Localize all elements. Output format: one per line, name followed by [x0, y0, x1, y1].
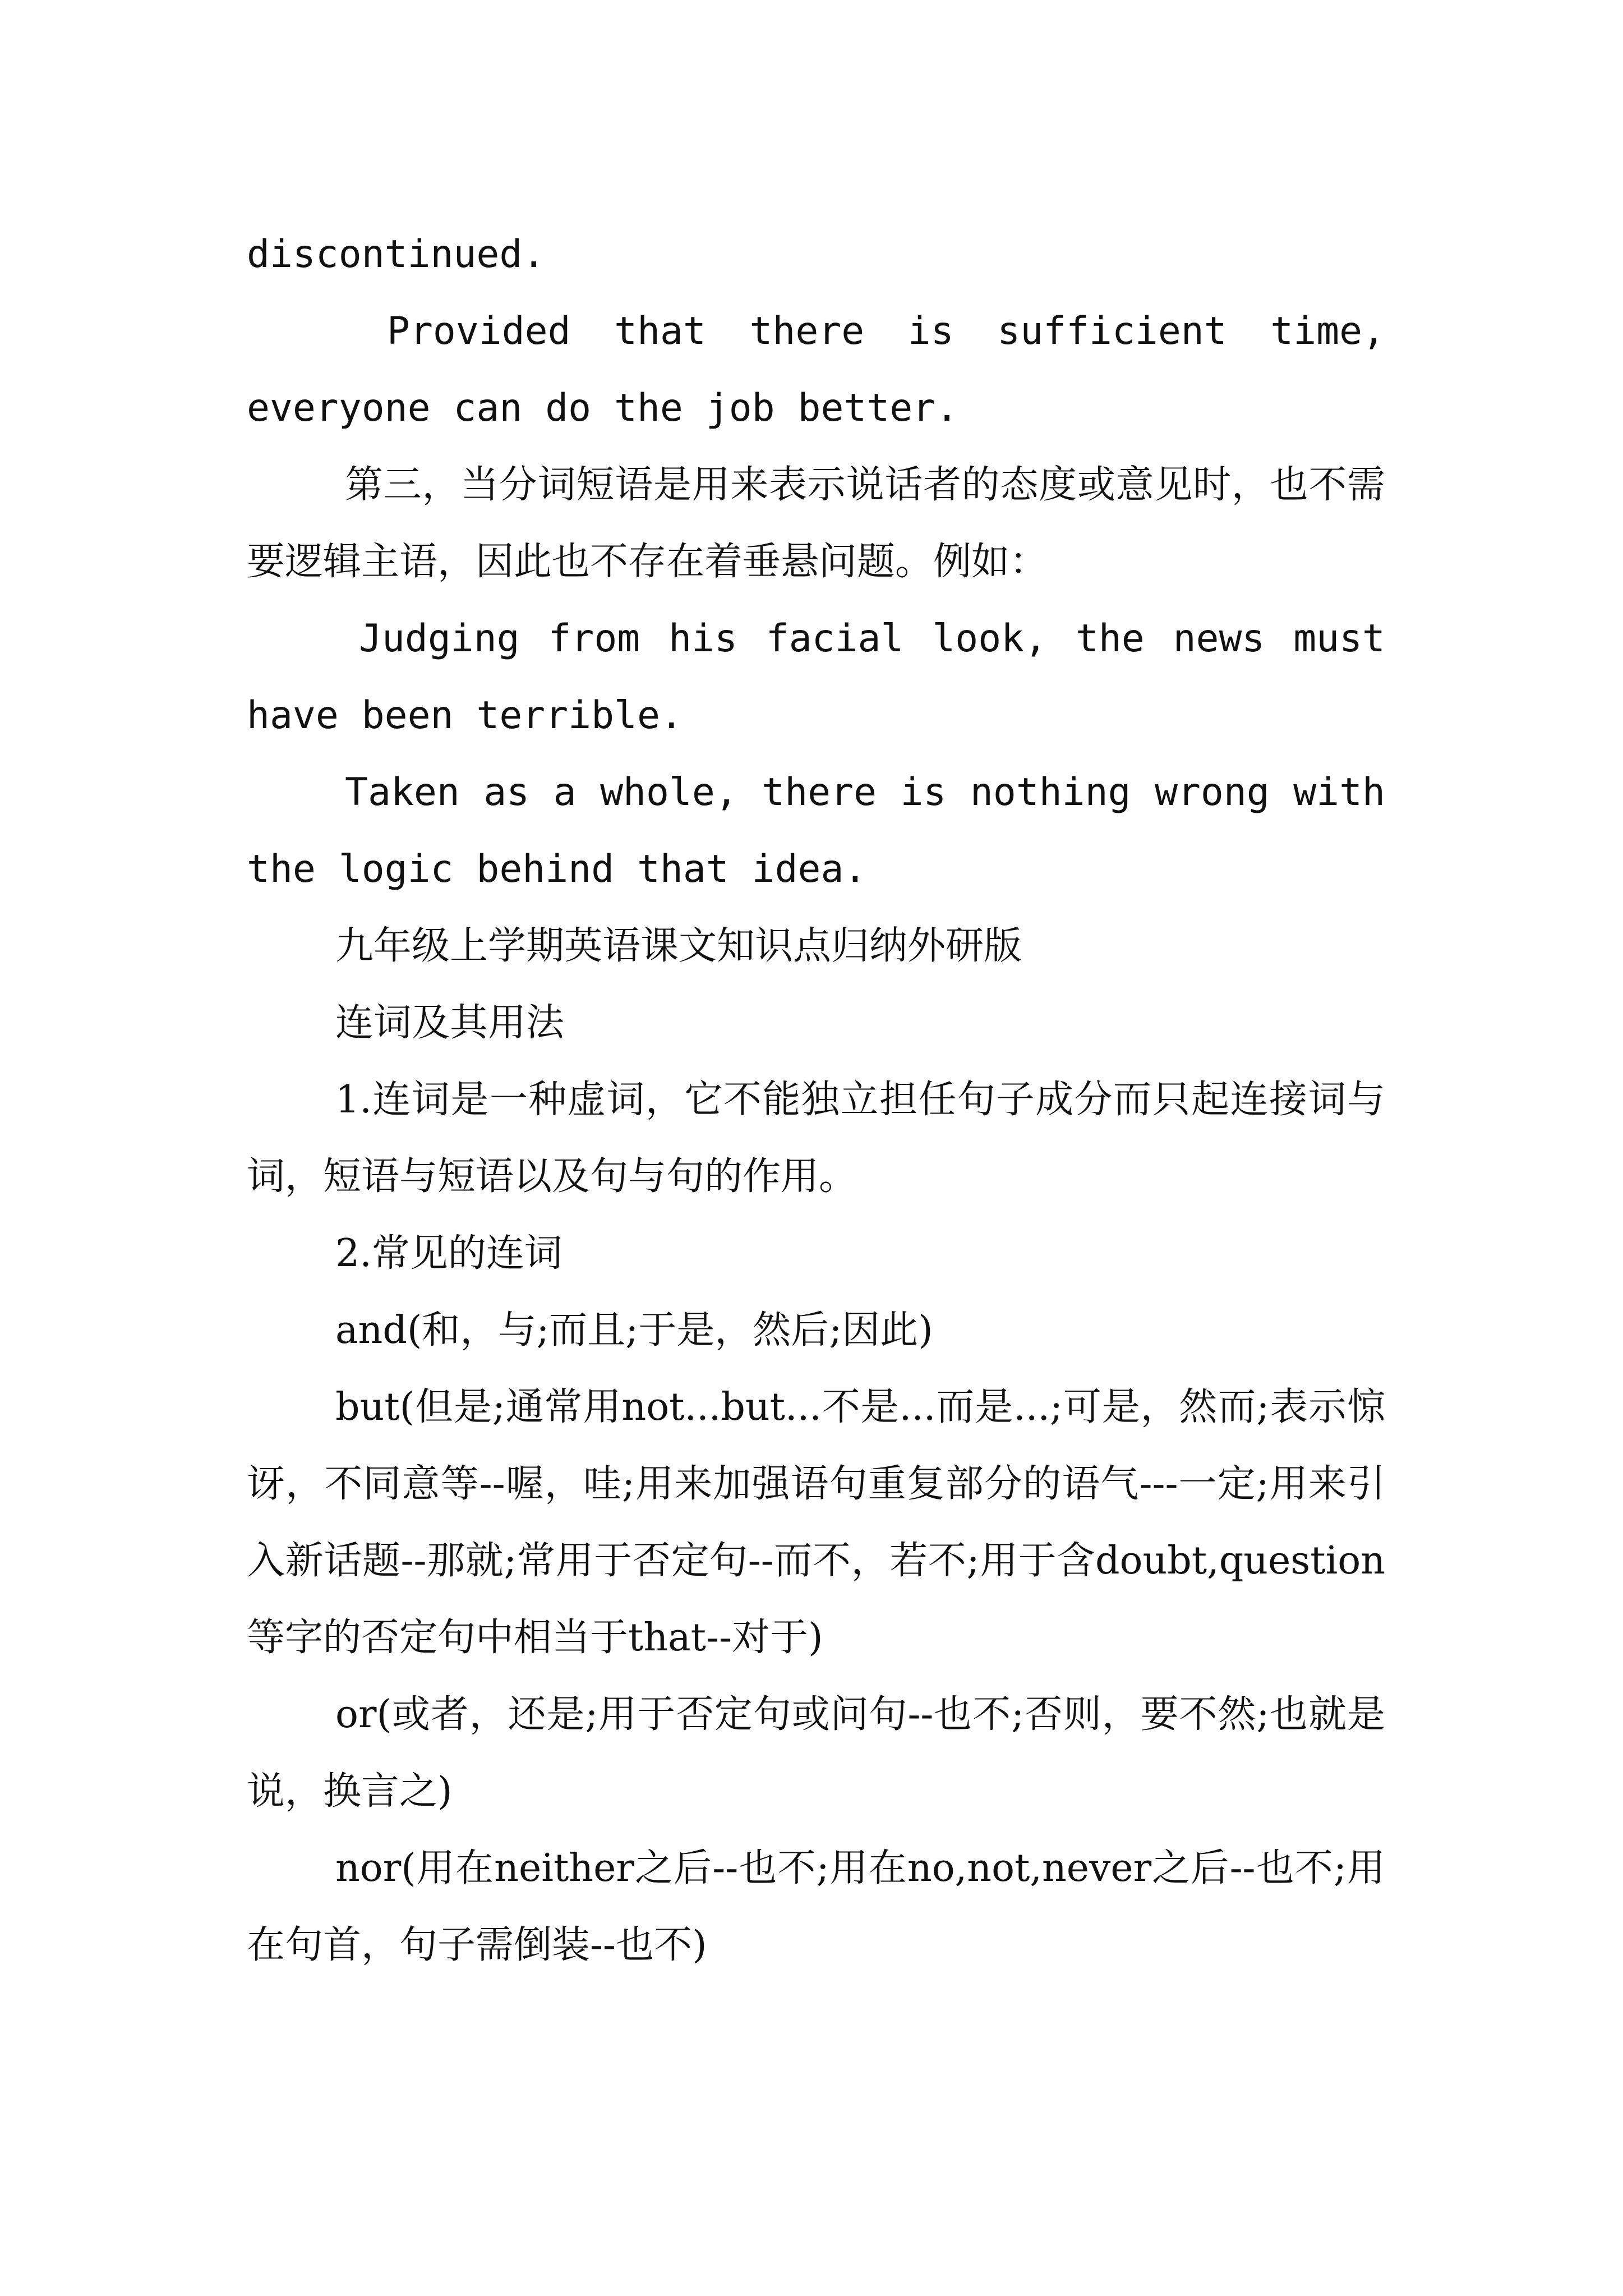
paragraph-example-taken: Taken as a whole, there is nothing wrong with the logic behind that idea. — [247, 770, 1385, 891]
paragraph-definition: 1.连词是一种虚词，它不能独立担任句子成分而只起连接词与词，短语与短语以及句与句的作用。 — [247, 1078, 1385, 1199]
section-title: 九年级上学期英语课文知识点归纳外研版 — [335, 924, 1022, 968]
paragraph-example-provided: Provided that there is sufficient time, everyone can do the job better. — [247, 309, 1385, 430]
paragraph-or: or(或者，还是;用于否定句或问句--也不;否则，要不然;也就是说，换言之) — [247, 1692, 1385, 1814]
paragraph-nor: nor(用在neither之后--也不;用在no,not,never之后--也不;用在句首，句子需倒装--也不) — [247, 1846, 1385, 1967]
paragraph-and: and(和，与;而且;于是，然后;因此) — [335, 1308, 933, 1352]
paragraph-continuation: discontinued. — [247, 232, 546, 277]
paragraph-but: but(但是;通常用not...but...不是...而是...;可是，然而;表示惊讶，不同意等--喔，哇;用来加强语句重复部分的语气---一定;用来引入新话题--那就;常用于否定句--而不，若不;用于含doubt,question等字的否定句中相当于that--对于) — [247, 1385, 1385, 1660]
paragraph-example-judging: Judging from his facial look, the news must have been terrible. — [247, 616, 1385, 738]
paragraph-rule-three: 第三，当分词短语是用来表示说话者的态度或意见时，也不需要逻辑主语，因此也不存在着垂悬问题。例如： — [247, 463, 1385, 584]
document-body — [247, 216, 1385, 1984]
paragraph-common-conjunctions: 2.常见的连词 — [335, 1231, 562, 1276]
section-subtitle: 连词及其用法 — [335, 1001, 565, 1045]
